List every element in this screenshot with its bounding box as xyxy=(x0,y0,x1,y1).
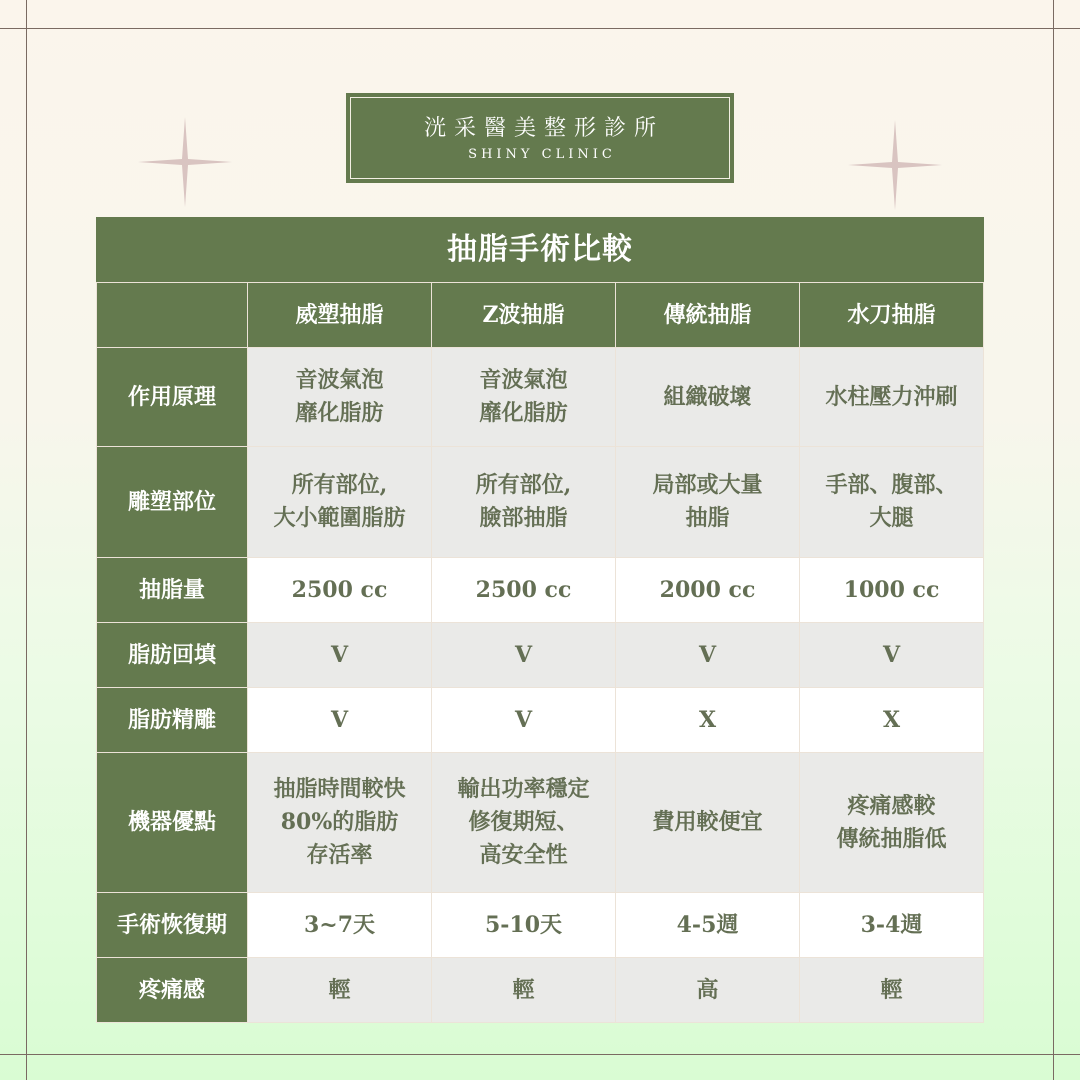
table-cell: 3-4週 xyxy=(800,893,984,958)
table-cell: V xyxy=(432,688,616,753)
table-cell: 高 xyxy=(616,958,800,1023)
table-cell: V xyxy=(800,623,984,688)
table-cell: 音波氣泡 靡化脂肪 xyxy=(248,348,432,447)
table-cell: 抽脂時間較快 80%的脂肪 存活率 xyxy=(248,753,432,893)
table-cell: 5-10天 xyxy=(432,893,616,958)
comparison-grid xyxy=(96,282,984,1023)
table-cell: V xyxy=(248,623,432,688)
clinic-name-en: SHINY CLINIC xyxy=(468,147,616,162)
table-row-pain xyxy=(97,958,984,1023)
table-cell: 局部或大量 抽脂 xyxy=(616,447,800,558)
table-row-volume xyxy=(97,558,984,623)
clinic-name-cn: 洸采醫美整形診所 xyxy=(423,116,664,141)
table-cell: 水柱壓力沖刷 xyxy=(800,348,984,447)
table-cell: 疼痛感較 傳統抽脂低 xyxy=(800,753,984,893)
table-cell: 輕 xyxy=(432,958,616,1023)
column-header-blank xyxy=(97,283,248,348)
table-row-sculpt-area xyxy=(97,447,984,558)
table-row-recovery xyxy=(97,893,984,958)
table-row-mechanism xyxy=(97,348,984,447)
row-label: 脂肪精雕 xyxy=(97,688,248,753)
table-cell: 輸出功率穩定 修復期短、 高安全性 xyxy=(432,753,616,893)
table-cell: 音波氣泡 靡化脂肪 xyxy=(432,348,616,447)
table-cell: 4-5週 xyxy=(616,893,800,958)
row-label: 雕塑部位 xyxy=(97,447,248,558)
row-label: 疼痛感 xyxy=(97,958,248,1023)
column-header-z-wave: Z波抽脂 xyxy=(432,283,616,348)
table-cell: X xyxy=(800,688,984,753)
table-cell: 組織破壞 xyxy=(616,348,800,447)
table-cell: 2500 cc xyxy=(432,558,616,623)
table-cell: 輕 xyxy=(800,958,984,1023)
table-cell: 1000 cc xyxy=(800,558,984,623)
table-row-fat-sculpting xyxy=(97,688,984,753)
clinic-logo xyxy=(346,93,734,183)
frame-line-top xyxy=(0,28,1080,29)
column-header-vaser: 威塑抽脂 xyxy=(248,283,432,348)
frame-line-right xyxy=(1053,0,1054,1080)
sparkle-right-icon xyxy=(848,120,942,210)
table-row-advantages xyxy=(97,753,984,893)
comparison-table xyxy=(96,217,984,1023)
table-cell: 費用較便宜 xyxy=(616,753,800,893)
row-label: 機器優點 xyxy=(97,753,248,893)
column-header-water-jet: 水刀抽脂 xyxy=(800,283,984,348)
table-cell: 2500 cc xyxy=(248,558,432,623)
row-label: 作用原理 xyxy=(97,348,248,447)
frame-line-bottom xyxy=(0,1054,1080,1055)
table-cell: 手部、腹部、 大腿 xyxy=(800,447,984,558)
table-cell: 所有部位, 大小範圍脂肪 xyxy=(248,447,432,558)
header-row xyxy=(97,283,984,348)
table-row-fat-grafting xyxy=(97,623,984,688)
table-cell: X xyxy=(616,688,800,753)
row-label: 脂肪回填 xyxy=(97,623,248,688)
table-cell: 輕 xyxy=(248,958,432,1023)
table-cell: V xyxy=(248,688,432,753)
table-cell: 所有部位, 臉部抽脂 xyxy=(432,447,616,558)
table-cell: V xyxy=(432,623,616,688)
table-title: 抽脂手術比較 xyxy=(96,217,984,282)
row-label: 抽脂量 xyxy=(97,558,248,623)
row-label: 手術恢復期 xyxy=(97,893,248,958)
frame-line-left xyxy=(26,0,27,1080)
table-cell: 3~7天 xyxy=(248,893,432,958)
column-header-traditional: 傳統抽脂 xyxy=(616,283,800,348)
table-cell: V xyxy=(616,623,800,688)
table-cell: 2000 cc xyxy=(616,558,800,623)
sparkle-left-icon xyxy=(138,117,232,207)
